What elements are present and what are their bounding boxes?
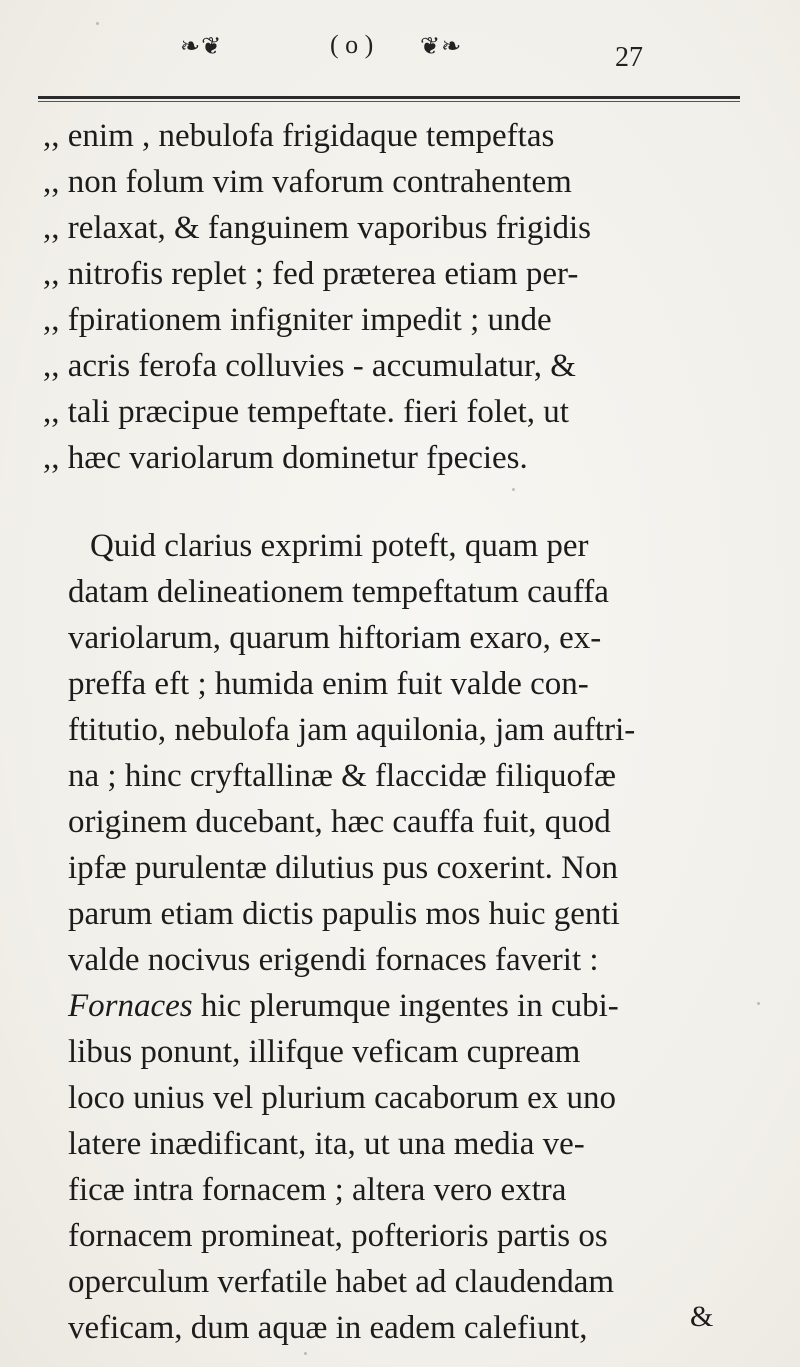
text-line: na ; hinc cryftallinæ & flaccidæ filiquofæ bbox=[68, 758, 617, 794]
text-line: ,, fpirationem infigniter impedit ; unde bbox=[43, 302, 552, 338]
text-line: libus ponunt, illifque veficam cupream bbox=[68, 1034, 581, 1070]
text-line: ,, nitrofis replet ; fed præterea etiam per- bbox=[43, 256, 579, 292]
text-line: ,, acris ferofa colluvies - accumulatur, & bbox=[43, 348, 576, 384]
paper-speck bbox=[304, 1352, 307, 1355]
paper-speck bbox=[96, 22, 99, 25]
text-line: fornacem promineat, pofterioris partis os bbox=[68, 1218, 608, 1254]
text-line: ftitutio, nebulofa jam aquilonia, jam auftri- bbox=[68, 712, 636, 748]
text-line: ,, tali præcipue tempeftate. fieri folet, ut bbox=[43, 394, 569, 430]
header-rule bbox=[38, 96, 740, 99]
italic-word: Fornaces bbox=[68, 988, 193, 1024]
text-line: preffa eft ; humida enim fuit valde con- bbox=[68, 666, 589, 702]
text-line: datam delineationem tempeftatum cauffa bbox=[68, 574, 609, 610]
text-line: ,, enim , nebulofa frigidaque tempeftas bbox=[43, 118, 555, 154]
page-number: 27 bbox=[615, 42, 643, 73]
paper-speck bbox=[757, 1002, 760, 1005]
left-ornament-icon: ❧❦ bbox=[180, 34, 223, 60]
text-line: latere inædificant, ita, ut una media ve- bbox=[68, 1126, 585, 1162]
header-rule-thin bbox=[38, 101, 740, 102]
header-mark: ( o ) bbox=[330, 30, 374, 59]
text-line: originem ducebant, hæc cauffa fuit, quod bbox=[68, 804, 611, 840]
text-line: ,, relaxat, & fanguinem vaporibus frigidis bbox=[43, 210, 592, 246]
text-line: ,, hæc variolarum dominetur fpecies. bbox=[43, 440, 528, 476]
text-line: veficam, dum aquæ in eadem calefiunt, bbox=[68, 1310, 588, 1346]
right-ornament-icon: ❦❧ bbox=[420, 34, 463, 60]
text-line: loco unius vel plurium cacaborum ex uno bbox=[68, 1080, 617, 1116]
text-line: Quid clarius exprimi poteft, quam per bbox=[90, 528, 589, 564]
text-line: operculum verfatile habet ad claudendam bbox=[68, 1264, 615, 1300]
text-line: parum etiam dictis papulis mos huic genti bbox=[68, 896, 620, 932]
paper-speck bbox=[512, 488, 515, 491]
text-line-rest: hic plerumque ingentes in cubi- bbox=[200, 988, 619, 1024]
text-line: ,, non folum vim vaforum contrahentem bbox=[43, 164, 572, 200]
text-line: ficæ intra fornacem ; altera vero extra bbox=[68, 1172, 567, 1208]
text-line: ipfæ purulentæ dilutius pus coxerint. Non bbox=[68, 850, 618, 886]
text-line bbox=[68, 986, 619, 1026]
text-line: valde nocivus erigendi fornaces faverit : bbox=[68, 942, 599, 978]
catchword: & bbox=[690, 1300, 714, 1333]
text-line: variolarum, quarum hiftoriam exaro, ex- bbox=[68, 620, 602, 656]
